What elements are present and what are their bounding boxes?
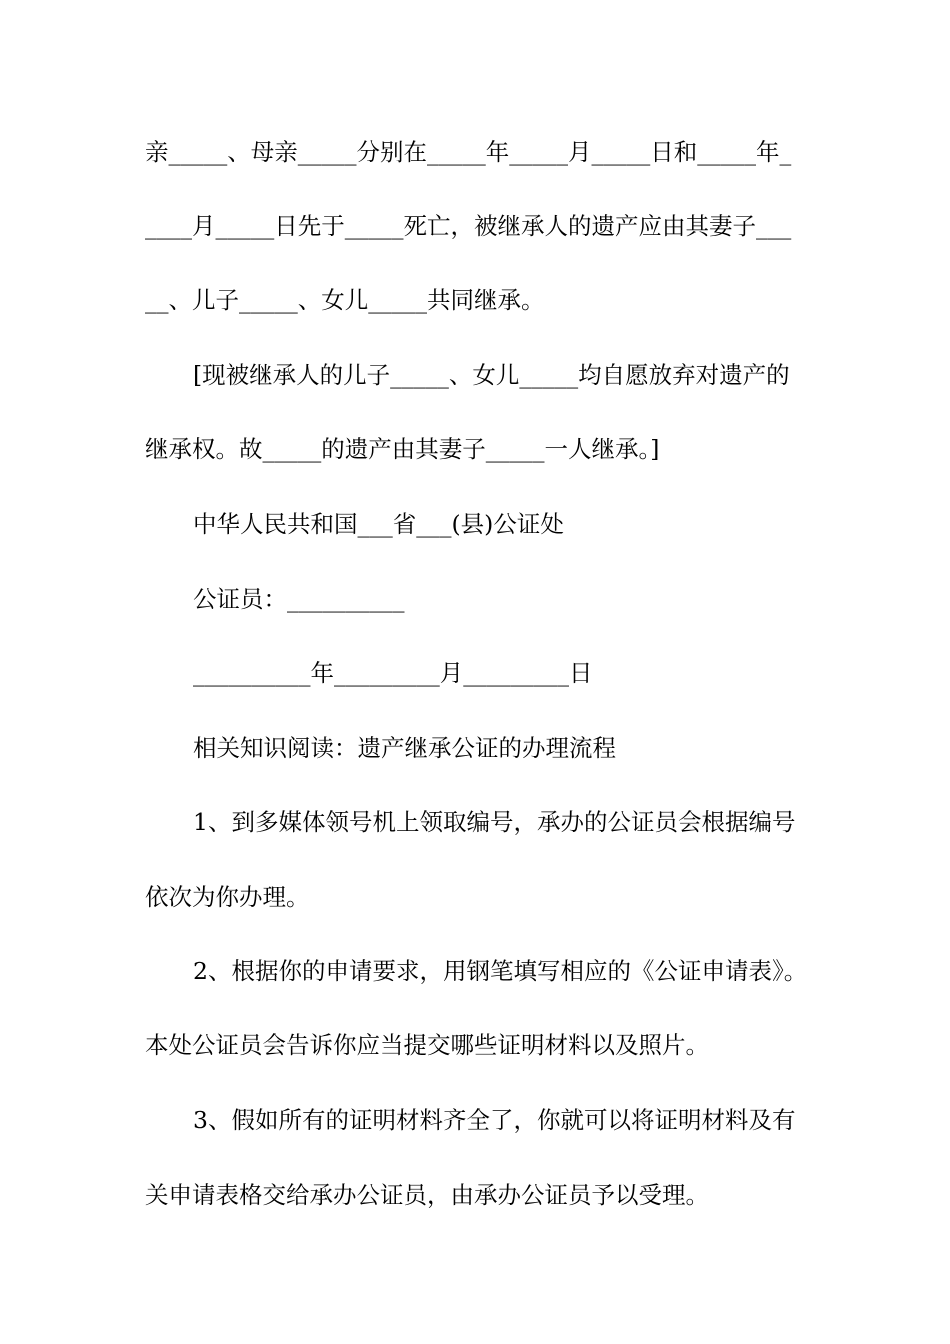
paragraph-line: 3、假如所有的证明材料齐全了，你就可以将证明材料及有: [193, 1106, 796, 1134]
paragraph-line: 关申请表格交给承办公证员，由承办公证员予以受理。: [145, 1181, 709, 1209]
paragraph-line: 本处公证员会告诉你应当提交哪些证明材料以及照片。: [145, 1031, 709, 1059]
notary-office-line: 中华人民共和国___省___(县)公证处: [193, 510, 564, 538]
paragraph-line: ____月_____日先于_____死亡，被继承人的遗产应由其妻子___: [145, 212, 792, 240]
paragraph-line: 亲_____、母亲_____分别在_____年_____月_____日和_____年_: [145, 138, 792, 166]
paragraph-line: __、儿子_____、女儿_____共同继承。: [145, 286, 545, 314]
paragraph-line: 1、到多媒体领号机上领取编号，承办的公证员会根据编号: [193, 808, 796, 836]
section-heading: 相关知识阅读：遗产继承公证的办理流程: [193, 734, 616, 762]
paragraph-line: [现被继承人的儿子_____、女儿_____均自愿放弃对遗产的: [193, 361, 790, 389]
date-line: __________年_________月_________日: [193, 659, 593, 687]
paragraph-line: 依次为你办理。: [145, 883, 310, 911]
paragraph-line: 2、根据你的申请要求，用钢笔填写相应的《公证申请表》。: [193, 957, 808, 985]
notary-signature-line: 公证员：__________: [193, 585, 405, 613]
paragraph-line: 继承权。故_____的遗产由其妻子_____一人继承。]: [145, 435, 660, 463]
